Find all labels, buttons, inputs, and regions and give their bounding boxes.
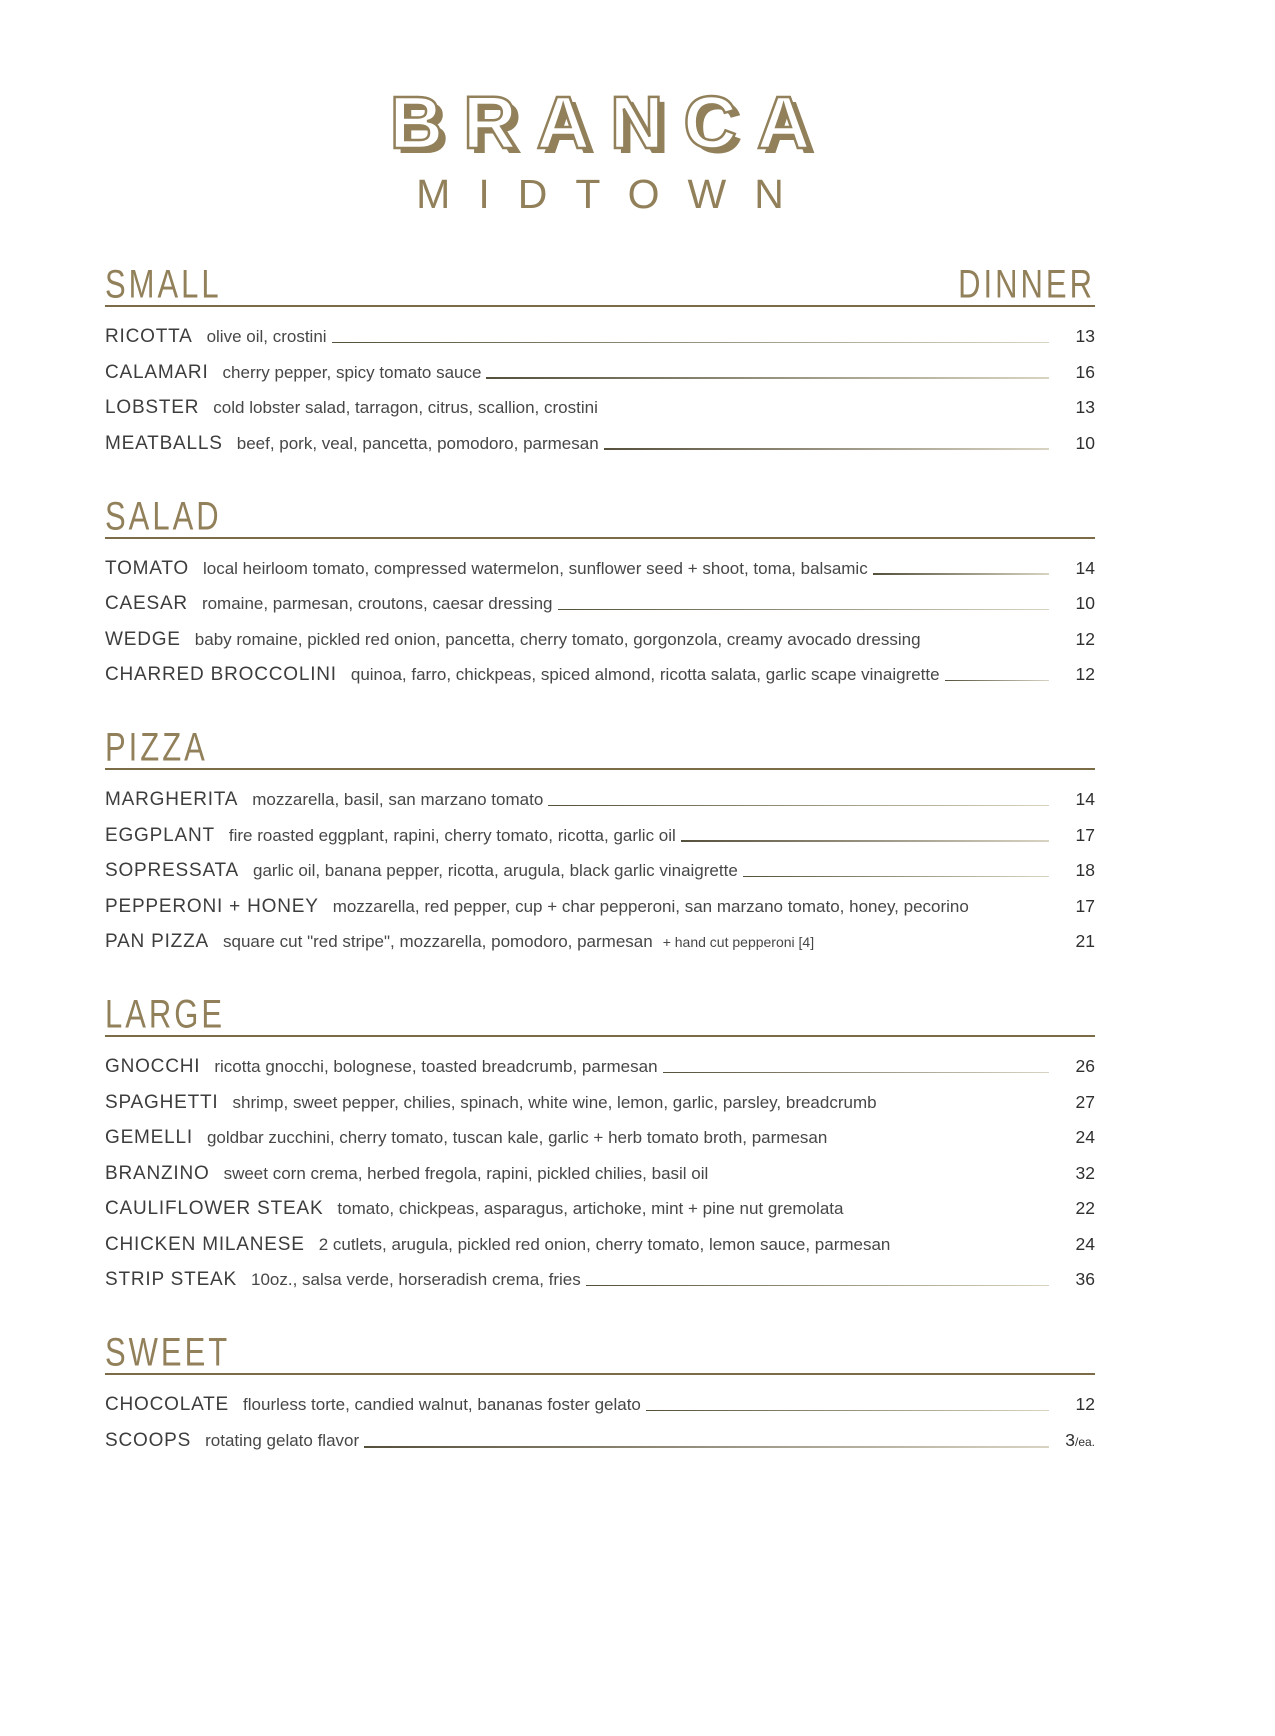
menu-item-row	[105, 361, 1095, 384]
item-price	[1059, 1162, 1095, 1184]
section-items	[105, 788, 1095, 953]
section-items	[105, 325, 1095, 455]
item-description: garlic oil, banana pepper, ricotta, arugula, black garlic vinaigrette	[253, 861, 738, 880]
leader-line	[848, 1214, 1049, 1216]
item-price-suffix: /ea.	[1074, 1434, 1095, 1449]
item-description: fire roasted eggplant, rapini, cherry tomato, ricotta, garlic oil	[228, 825, 676, 845]
item-description: quinoa, farro, chickpeas, spiced almond, ricotta salata, garlic scape vinaigrette	[350, 665, 940, 684]
menu-item-row	[105, 1233, 1095, 1256]
menu-item-row	[105, 628, 1095, 651]
section-title: PIZZA	[105, 724, 208, 770]
menu-item-row	[105, 859, 1095, 882]
item-description: flourless torte, candied walnut, bananas foster gelato	[243, 1395, 641, 1414]
item-name: SPAGHETTI	[105, 1091, 219, 1113]
leader-line	[681, 840, 1049, 842]
item-price-value: 24	[1075, 1127, 1095, 1147]
leader-line	[604, 448, 1049, 450]
item-name: CHARRED BROCCOLINI	[105, 664, 337, 685]
item-description: romaine, parmesan, croutons, caesar dressing	[201, 594, 553, 613]
menu-item-row	[105, 1429, 1095, 1453]
item-description: ricotta gnocchi, bolognese, toasted breadcrumb, parmesan	[214, 1057, 658, 1076]
item-price-value: 16	[1075, 361, 1095, 382]
leader-line	[743, 876, 1049, 878]
menu-item-row	[105, 432, 1095, 455]
menu-item-row	[105, 824, 1095, 847]
item-description: rotating gelato flavor	[205, 1430, 360, 1450]
leader-line	[832, 1143, 1049, 1145]
item-price-value: 32	[1075, 1162, 1095, 1183]
leader-line	[646, 1410, 1049, 1412]
item-name: WEDGE	[105, 628, 181, 650]
menu-item-row	[105, 396, 1095, 419]
menu-item-row	[105, 1055, 1095, 1078]
leader-line	[558, 609, 1050, 611]
section-header	[105, 724, 1095, 770]
item-name: EGGPLANT	[105, 824, 215, 846]
leader-line	[945, 680, 1049, 682]
menu-item-row	[105, 1268, 1095, 1291]
section-header	[105, 1329, 1095, 1375]
restaurant-logo	[105, 81, 1095, 217]
menu-item-row	[105, 557, 1095, 580]
item-description: cold lobster salad, tarragon, citrus, scallion, crostini	[213, 398, 598, 417]
menu-item-row	[105, 930, 1095, 953]
leader-line	[882, 1107, 1049, 1109]
section-title: LARGE	[105, 991, 226, 1037]
item-description: cherry pepper, spicy tomato sauce	[222, 362, 482, 382]
item-name: RICOTTA	[105, 326, 193, 347]
item-price	[1059, 895, 1095, 917]
item-description: olive oil, crostini	[206, 327, 327, 346]
item-name: GEMELLI	[105, 1127, 193, 1148]
section-items	[105, 1055, 1095, 1291]
item-name: MEATBALLS	[105, 432, 223, 454]
item-price	[1059, 1233, 1095, 1255]
item-price	[1059, 325, 1095, 347]
item-price-value: 10	[1075, 432, 1095, 453]
item-price	[1059, 1197, 1095, 1219]
menu-sections	[105, 261, 1095, 1453]
menu-section	[105, 724, 1095, 953]
section-header	[105, 261, 1095, 307]
menu-item-row	[105, 788, 1095, 811]
leader-line	[873, 573, 1049, 575]
item-price-value: 36	[1075, 1269, 1095, 1289]
item-price-value: 26	[1075, 1056, 1095, 1076]
section-right-label: DINNER	[958, 261, 1095, 307]
leader-line	[895, 1249, 1049, 1251]
item-name: TOMATO	[105, 557, 189, 579]
menu-page	[105, 81, 1095, 1453]
item-description: goldbar zucchini, cherry tomato, tuscan kale, garlic + herb tomato broth, parmesan	[206, 1128, 828, 1147]
item-price	[1059, 1268, 1095, 1290]
item-name: MARGHERITA	[105, 789, 239, 810]
item-description: 10oz., salsa verde, horseradish crema, fries	[251, 1270, 581, 1289]
item-price	[1059, 432, 1095, 454]
item-description: tomato, chickpeas, asparagus, artichoke, mint + pine nut gremolata	[337, 1199, 844, 1218]
item-name: LOBSTER	[105, 397, 200, 418]
item-price	[1059, 396, 1095, 418]
item-price	[1059, 1091, 1095, 1113]
menu-item-row	[105, 1197, 1095, 1220]
menu-section	[105, 991, 1095, 1291]
menu-item-row	[105, 325, 1095, 348]
section-items	[105, 557, 1095, 687]
menu-section	[105, 493, 1095, 687]
item-description: 2 cutlets, arugula, pickled red onion, cherry tomato, lemon sauce, parmesan	[318, 1234, 891, 1254]
item-name: STRIP STEAK	[105, 1269, 237, 1290]
item-price	[1059, 788, 1095, 810]
section-title: SALAD	[105, 493, 222, 539]
item-description: square cut "red stripe", mozzarella, pomodoro, parmesan	[222, 932, 653, 951]
item-price	[1059, 361, 1095, 383]
item-price	[1059, 1429, 1095, 1453]
item-price-value: 22	[1075, 1198, 1095, 1218]
item-price	[1059, 1055, 1095, 1077]
item-price-value: 3	[1065, 1429, 1075, 1450]
item-description: sweet corn crema, herbed fregola, rapini, pickled chilies, basil oil	[223, 1163, 709, 1183]
menu-section	[105, 1329, 1095, 1453]
leader-line	[663, 1072, 1049, 1074]
item-price-value: 27	[1075, 1091, 1095, 1112]
logo-title: BRANCA	[389, 81, 831, 164]
item-price	[1059, 628, 1095, 650]
leader-line	[926, 644, 1049, 646]
menu-item-row	[105, 592, 1095, 615]
item-price-value: 14	[1075, 557, 1095, 578]
section-header	[105, 493, 1095, 539]
item-price-value: 17	[1075, 824, 1095, 845]
item-price	[1059, 1393, 1095, 1415]
item-name: CAESAR	[105, 593, 188, 614]
item-name: BRANZINO	[105, 1162, 210, 1184]
item-price-value: 14	[1075, 789, 1095, 809]
item-name: CHICKEN MILANESE	[105, 1233, 305, 1255]
leader-line	[364, 1446, 1049, 1448]
item-price	[1059, 824, 1095, 846]
section-title: SMALL	[105, 261, 222, 307]
item-price	[1059, 930, 1095, 952]
leader-line	[974, 911, 1049, 913]
item-description: beef, pork, veal, pancetta, pomodoro, parmesan	[236, 433, 599, 453]
leader-line	[486, 377, 1049, 379]
menu-item-row	[105, 1393, 1095, 1416]
item-name: PEPPERONI + HONEY	[105, 895, 319, 917]
item-name: GNOCCHI	[105, 1056, 201, 1077]
section-items	[105, 1393, 1095, 1453]
item-price-value: 13	[1075, 397, 1095, 417]
item-price-value: 10	[1075, 593, 1095, 613]
leader-line	[713, 1178, 1049, 1180]
leader-line	[819, 947, 1049, 949]
item-description: mozzarella, red pepper, cup + char pepperoni, san marzano tomato, honey, pecorino	[332, 896, 969, 916]
menu-item-row	[105, 895, 1095, 918]
item-description: shrimp, sweet pepper, chilies, spinach, white wine, lemon, garlic, parsley, breadcrumb	[232, 1092, 877, 1112]
item-name: SOPRESSATA	[105, 860, 239, 881]
item-price-value: 13	[1075, 326, 1095, 346]
menu-item-row	[105, 663, 1095, 686]
section-header	[105, 991, 1095, 1037]
menu-item-row	[105, 1126, 1095, 1149]
item-description: mozzarella, basil, san marzano tomato	[252, 790, 544, 809]
menu-item-row	[105, 1162, 1095, 1185]
item-name: PAN PIZZA	[105, 931, 209, 952]
item-price	[1059, 859, 1095, 881]
item-description: local heirloom tomato, compressed watermelon, sunflower seed + shoot, toma, balsamic	[202, 558, 868, 578]
section-title: SWEET	[105, 1329, 231, 1375]
item-price-value: 12	[1075, 664, 1095, 684]
item-name: SCOOPS	[105, 1429, 192, 1451]
item-price-value: 21	[1075, 931, 1095, 951]
leader-line	[586, 1285, 1049, 1287]
item-price-value: 24	[1075, 1233, 1095, 1254]
menu-item-row	[105, 1091, 1095, 1114]
item-price	[1059, 592, 1095, 614]
item-name: CALAMARI	[105, 361, 209, 383]
item-note: + hand cut pepperoni [4]	[662, 934, 815, 950]
item-description: baby romaine, pickled red onion, pancetta, cherry tomato, gorgonzola, creamy avocado dressing	[194, 629, 921, 649]
item-price-value: 17	[1075, 895, 1095, 916]
item-price-value: 18	[1075, 860, 1095, 880]
item-price	[1059, 557, 1095, 579]
item-price	[1059, 1126, 1095, 1148]
menu-section	[105, 261, 1095, 455]
item-price	[1059, 663, 1095, 685]
logo-subtitle: MIDTOWN	[416, 171, 812, 217]
leader-line	[548, 805, 1049, 807]
item-price-value: 12	[1075, 628, 1095, 649]
item-name: CHOCOLATE	[105, 1394, 230, 1415]
leader-line	[332, 342, 1049, 344]
leader-line	[603, 413, 1049, 415]
item-name: CAULIFLOWER STEAK	[105, 1198, 324, 1219]
item-price-value: 12	[1075, 1394, 1095, 1414]
